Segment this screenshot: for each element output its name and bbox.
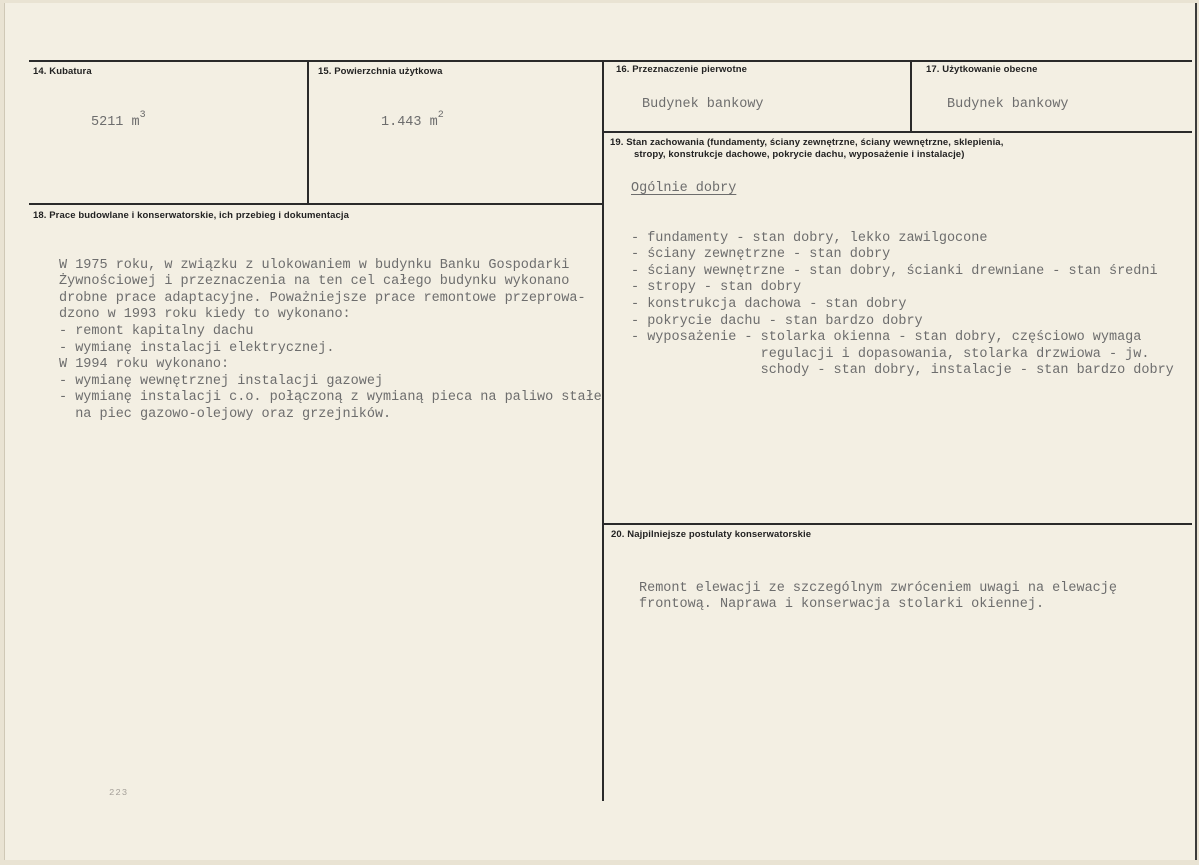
text-line: - wymianę instalacji c.o. połączoną z wymianą pieca na paliwo stałe <box>59 390 602 406</box>
text-line: Żywnościowej i przeznaczenia na ten cel całego budynku wykonano <box>59 274 570 290</box>
rule-above-19 <box>603 131 1192 133</box>
area-unit-exponent: 2 <box>437 110 444 121</box>
text-line: Remont elewacji ze szczególnym zwróceniem uwagi na elewację <box>639 580 1117 596</box>
field-16-label: 16. Przeznaczenie pierwotne <box>616 64 747 75</box>
area-value: 1.443 m <box>381 115 438 130</box>
field-17-label: 17. Użytkowanie obecne <box>926 64 1038 75</box>
field-19-label-line-1: 19. Stan zachowania (fundamenty, ściany zewnętrzne, ściany wewnętrzne, sklepienia, <box>610 137 1004 148</box>
rule-above-20 <box>603 523 1192 525</box>
text-line: W 1975 roku, w związku z ulokowaniem w budynku Banku Gospodarki <box>59 257 570 273</box>
text-line: - ściany wewnętrzne - stan dobry, ścianki drewniane - stan średni <box>631 263 1158 279</box>
text-line: - remont kapitalny dachu <box>59 323 254 339</box>
divider-14-15 <box>307 61 309 204</box>
text-line: dzono w 1993 roku kiedy to wykonano: <box>59 307 351 323</box>
text-line: drobne prace adaptacyjne. Poważniejsze prace remontowe przeprowa- <box>59 290 586 306</box>
field-19-label-line-2: stropy, konstrukcje dachowe, pokrycie dachu, wyposażenie i instalacje) <box>634 149 965 160</box>
field-19-text <box>631 214 1174 413</box>
text-line: regulacji i dopasowania, stolarka drzwiowa - jw. <box>631 346 1150 362</box>
volume-value: 5211 m <box>91 115 140 130</box>
faint-stamp: 223 <box>109 788 129 798</box>
text-line: - pokrycie dachu - stan bardzo dobry <box>631 313 923 329</box>
center-divider <box>602 61 604 801</box>
text-line: - ściany zewnętrzne - stan dobry <box>631 247 891 263</box>
field-20-text <box>639 564 1117 647</box>
text-line: - stropy - stan dobry <box>631 280 802 296</box>
field-18-label: 18. Prace budowlane i konserwatorskie, ich przebieg i dokumentacja <box>33 210 349 221</box>
field-17-value: Budynek bankowy <box>947 97 1069 112</box>
text-line: - wymianę wewnętrznej instalacji gazowej <box>59 373 384 389</box>
rule-above-18 <box>29 203 603 205</box>
field-20-label: 20. Najpilniejsze postulaty konserwatorskie <box>611 529 812 540</box>
field-15-value <box>381 108 444 132</box>
top-rule <box>29 60 1192 62</box>
field-16-value: Budynek bankowy <box>642 97 764 112</box>
field-15-label: 15. Powierzchnia użytkowa <box>318 66 443 77</box>
field-18-text <box>59 241 602 457</box>
text-line: na piec gazowo-olejowy oraz grzejników. <box>59 406 392 422</box>
field-14-label: 14. Kubatura <box>33 66 92 77</box>
text-line: - konstrukcja dachowa - stan dobry <box>631 296 907 312</box>
text-line: - wymianę instalacji elektrycznej. <box>59 340 335 356</box>
text-line: schody - stan dobry, instalacje - stan bardzo dobry <box>631 363 1174 379</box>
field-19-label <box>610 137 1003 161</box>
text-line: - wyposażenie - stolarka okienna - stan dobry, częściowo wymaga <box>631 330 1142 346</box>
field-14-value <box>91 108 146 132</box>
volume-unit-exponent: 3 <box>139 110 146 121</box>
text-line: - fundamenty - stan dobry, lekko zawilgocone <box>631 230 988 246</box>
divider-16-17 <box>910 61 912 131</box>
text-line: frontową. Naprawa i konserwacja stolarki okiennej. <box>639 597 1045 613</box>
field-19-heading: Ogólnie dobry <box>631 181 737 196</box>
text-line: W 1994 roku wykonano: <box>59 357 230 373</box>
record-card <box>4 3 1197 860</box>
